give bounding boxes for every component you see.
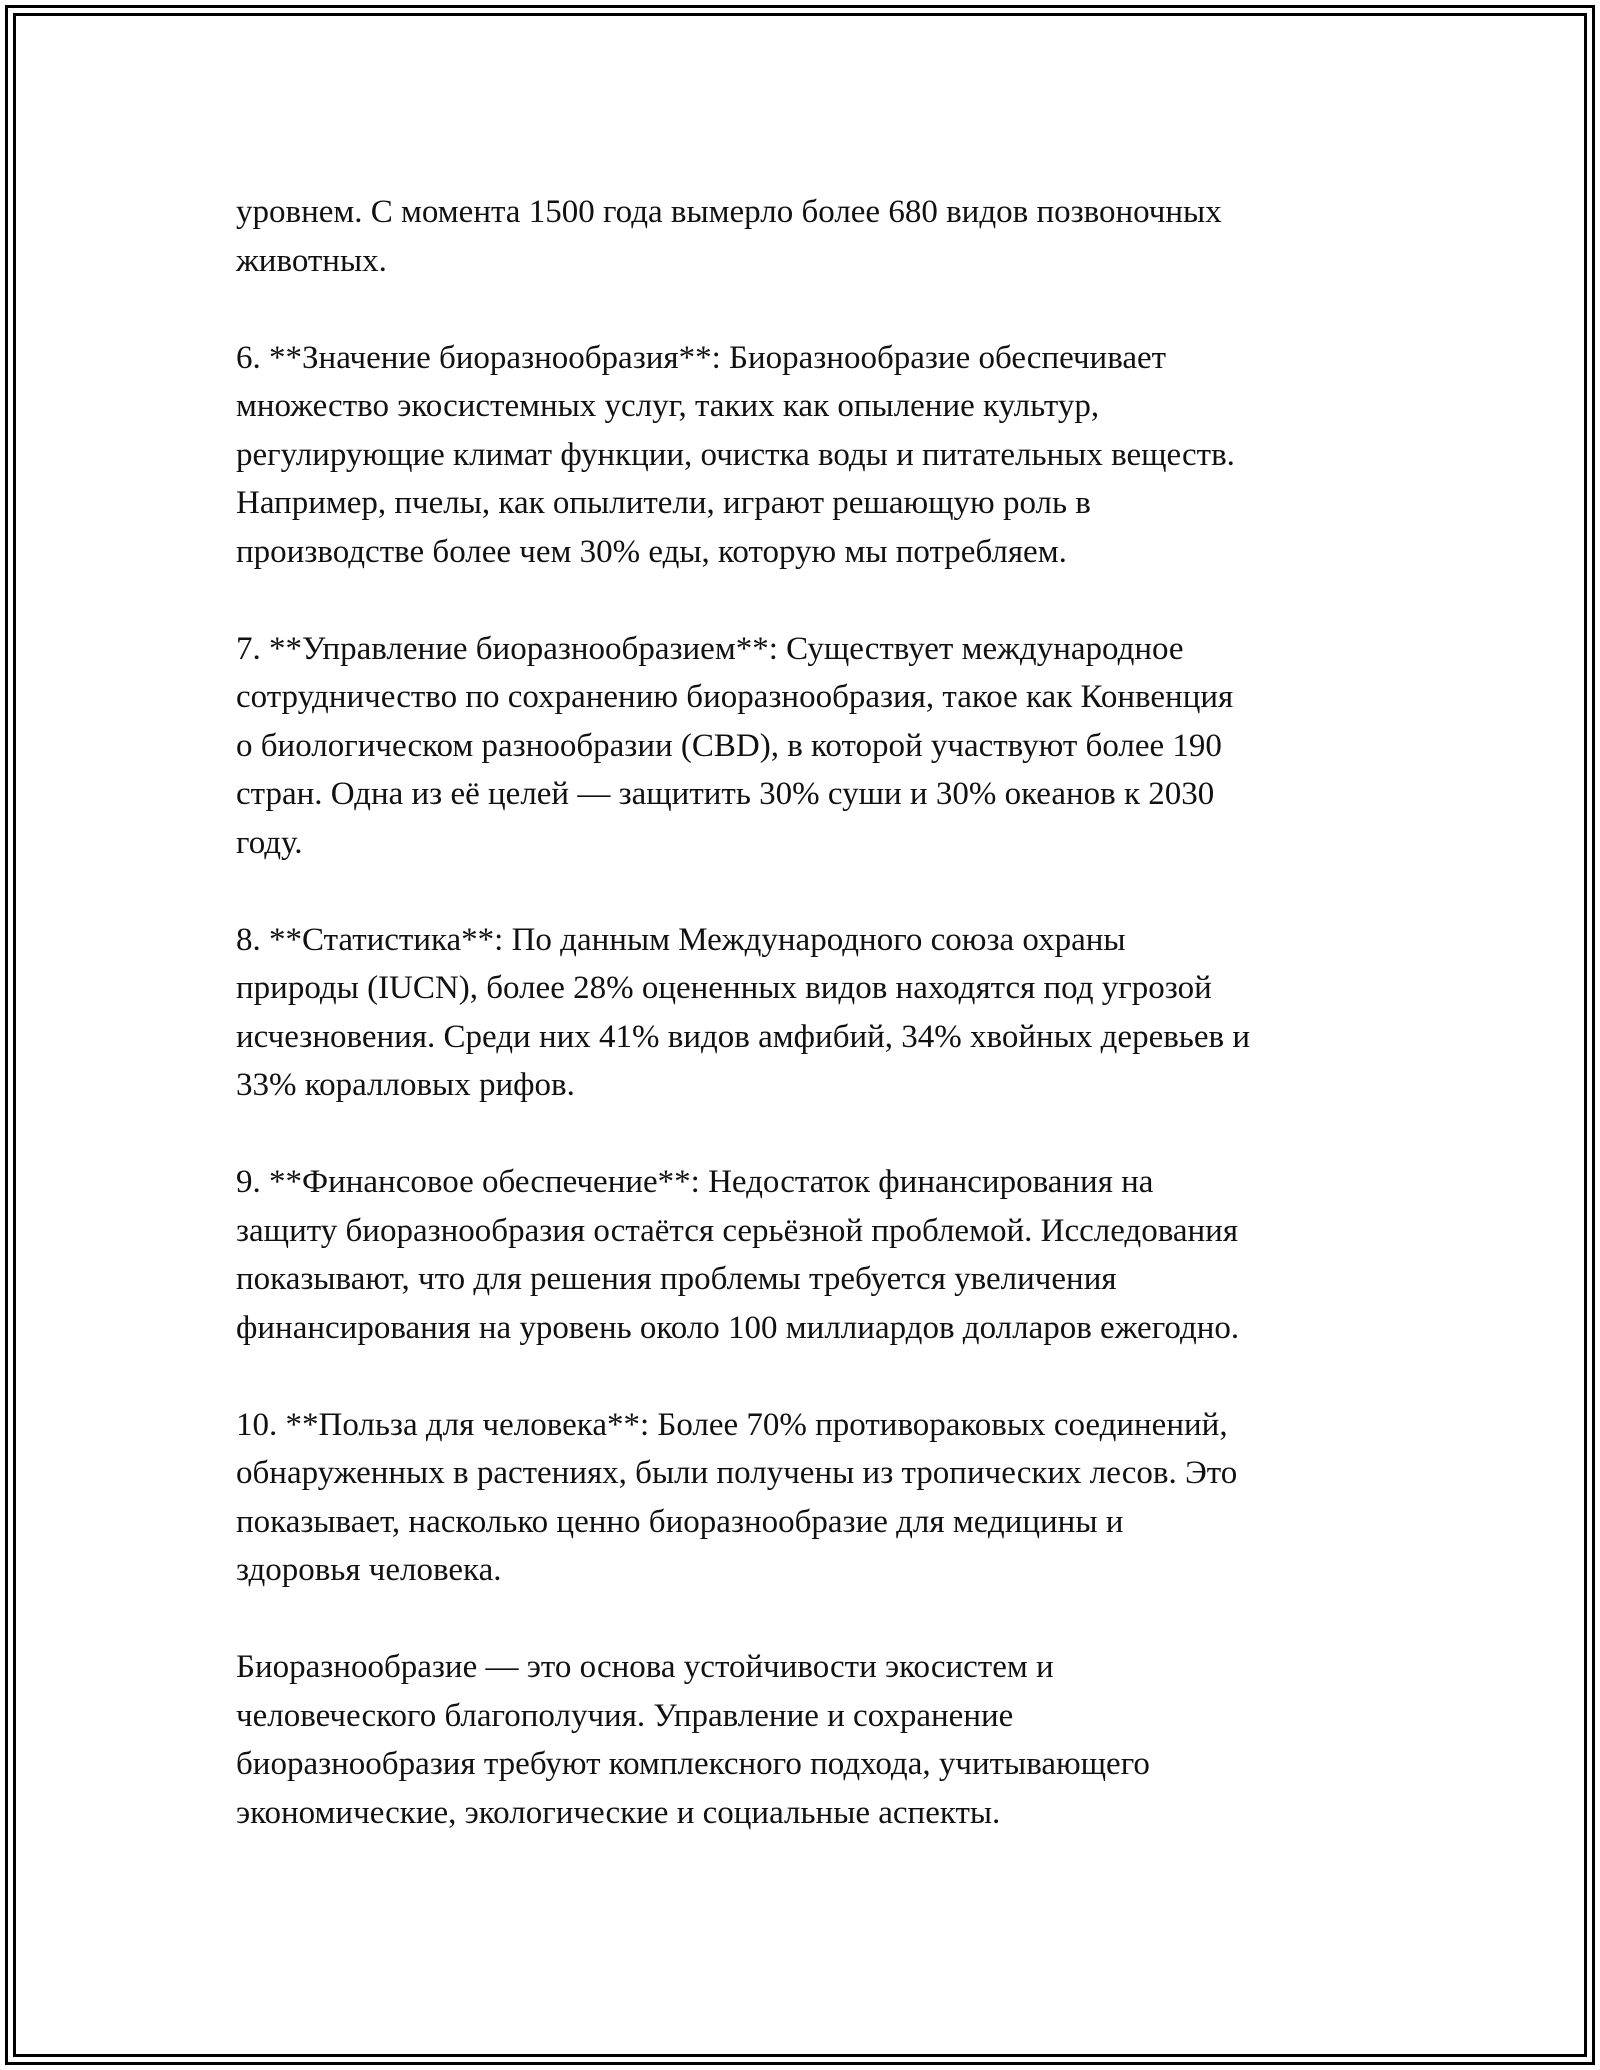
paragraph-statistics: 8. **Статистика**: По данным Международного союза охраны природы (IUCN), более 28% оцененных видов находятся под угрозой исчезновения. Среди них 41% видов амфибий, 34% хвойных деревьев и 33% коралловых рифов. [236,921,1250,1103]
paragraph-extinction-continuation: уровнем. С момента 1500 года вымерло более 680 видов позвоночных животных. [236,194,1222,279]
document-body [236,188,1386,1886]
paragraph-financing: 9. **Финансовое обеспечение**: Недостаток финансирования на защиту биоразнообразия остаётся серьёзной проблемой. Исследования показывают, что для решения проблемы требуется увеличения финансирования на уровень около 100 миллиардов долларов ежегодно. [236,1164,1240,1346]
paragraph-biodiversity-value: 6. **Значение биоразнообразия**: Биоразнообразие обеспечивает множество экосистемных услуг, таких как опыление культур, регулирующие климат функции, очистка воды и питательных веществ. Например, пчелы, как опылители, играют решающую роль в производстве более чем 30% еды, которую мы потребляем. [236,339,1235,570]
paragraph-biodiversity-management: 7. **Управление биоразнообразием**: Существует международное сотрудничество по сохранению биоразнообразия, такое как Конвенция о биологическом разнообразии (CBD), в которой участвуют более 190 стран. Одна из её целей — защитить 30% суши и 30% океанов к 2030 году. [236,630,1234,861]
paragraph-human-benefit: 10. **Польза для человека**: Более 70% противораковых соединений, обнаруженных в растениях, были получены из тропических лесов. Это показывает, насколько ценно биоразнообразие для медицины и здоровья человека. [236,1406,1238,1588]
paragraph-conclusion: Биоразнообразие — это основа устойчивости экосистем и человеческого благополучия. Управление и сохранение биоразнообразия требуют комплексного подхода, учитывающего экономические, экологические и социальные аспекты. [236,1649,1150,1831]
